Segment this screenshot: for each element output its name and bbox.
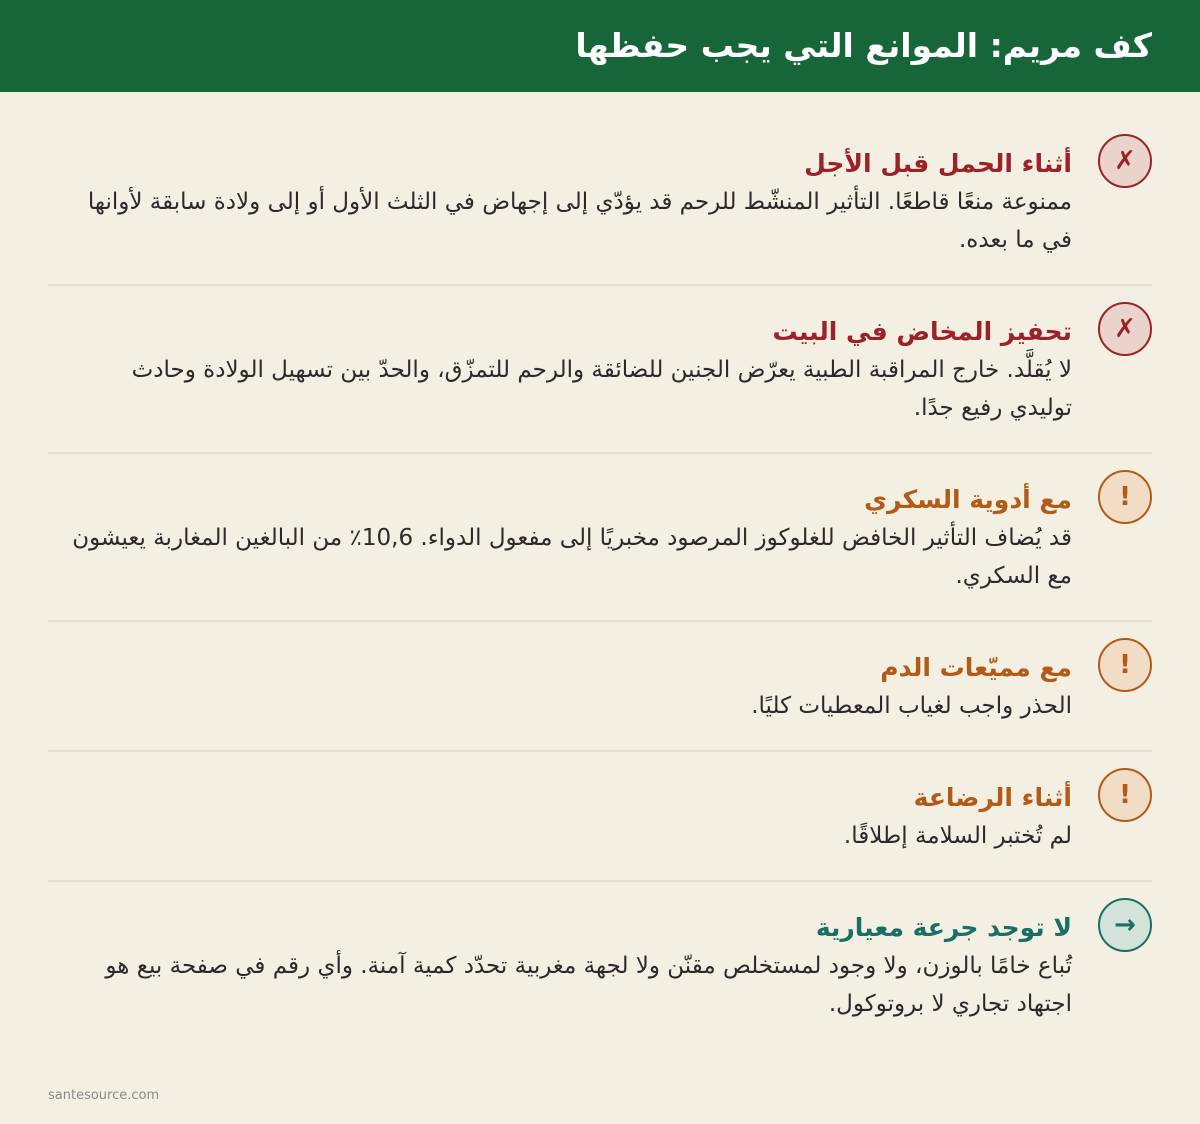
list-item — [48, 118, 1152, 286]
item-title: تحفيز المخاض في البيت — [772, 317, 1072, 346]
item-description: لا يُقلَّد. خارج المراقبة الطبية يعرّض الجنين للضائقة والرحم للتمزّق، والحدّ بين تسهيل الولادة وحادث توليدي رفيع جدًا. — [131, 357, 1072, 421]
header-bar — [0, 0, 1200, 92]
item-text — [72, 752, 1072, 855]
item-title: مع أدوية السكري — [864, 485, 1072, 514]
arrow-icon: → — [1098, 898, 1152, 952]
exclamation-icon: ! — [1098, 638, 1152, 692]
item-description: لم تُختبر السلامة إطلاقًا. — [843, 823, 1072, 849]
item-title: لا توجد جرعة معيارية — [815, 913, 1072, 942]
item-description: قد يُضاف التأثير الخافض للغلوكوز المرصود مخبريًا إلى مفعول الدواء. 10,6٪ من البالغين المغاربة يعيشون مع السكري. — [72, 525, 1072, 589]
list-item — [48, 622, 1152, 752]
contraindications-list — [48, 118, 1152, 1050]
item-title: أثناء الرضاعة — [913, 783, 1072, 812]
item-description: تُباع خامًا بالوزن، ولا وجود لمستخلص مقنّن ولا لجهة مغربية تحدّد كمية آمنة. وأي رقم في صفحة بيع هو اجتهاد تجاري لا بروتوكول. — [105, 953, 1072, 1017]
source-credit: santesource.com — [48, 1088, 160, 1103]
item-text — [72, 118, 1072, 259]
list-item — [48, 286, 1152, 454]
exclamation-icon: ! — [1098, 470, 1152, 524]
cross-icon: ✗ — [1098, 302, 1152, 356]
item-text — [72, 882, 1072, 1023]
item-description: ممنوعة منعًا قاطعًا. التأثير المنشّط للرحم قد يؤدّي إلى إجهاض في الثلث الأول أو إلى ولادة سابقة لأوانها في ما بعده. — [87, 189, 1072, 253]
item-text — [72, 286, 1072, 427]
page-title: كف مريم: الموانع التي يجب حفظها — [575, 26, 1152, 65]
item-title: مع مميّعات الدم — [880, 653, 1072, 682]
item-text — [72, 454, 1072, 595]
list-item — [48, 752, 1152, 882]
list-item — [48, 882, 1152, 1050]
list-item — [48, 454, 1152, 622]
item-text — [72, 622, 1072, 725]
cross-icon: ✗ — [1098, 134, 1152, 188]
item-title: أثناء الحمل قبل الأجل — [804, 149, 1072, 178]
item-description: الحذر واجب لغياب المعطيات كليًا. — [751, 693, 1072, 719]
exclamation-icon: ! — [1098, 768, 1152, 822]
